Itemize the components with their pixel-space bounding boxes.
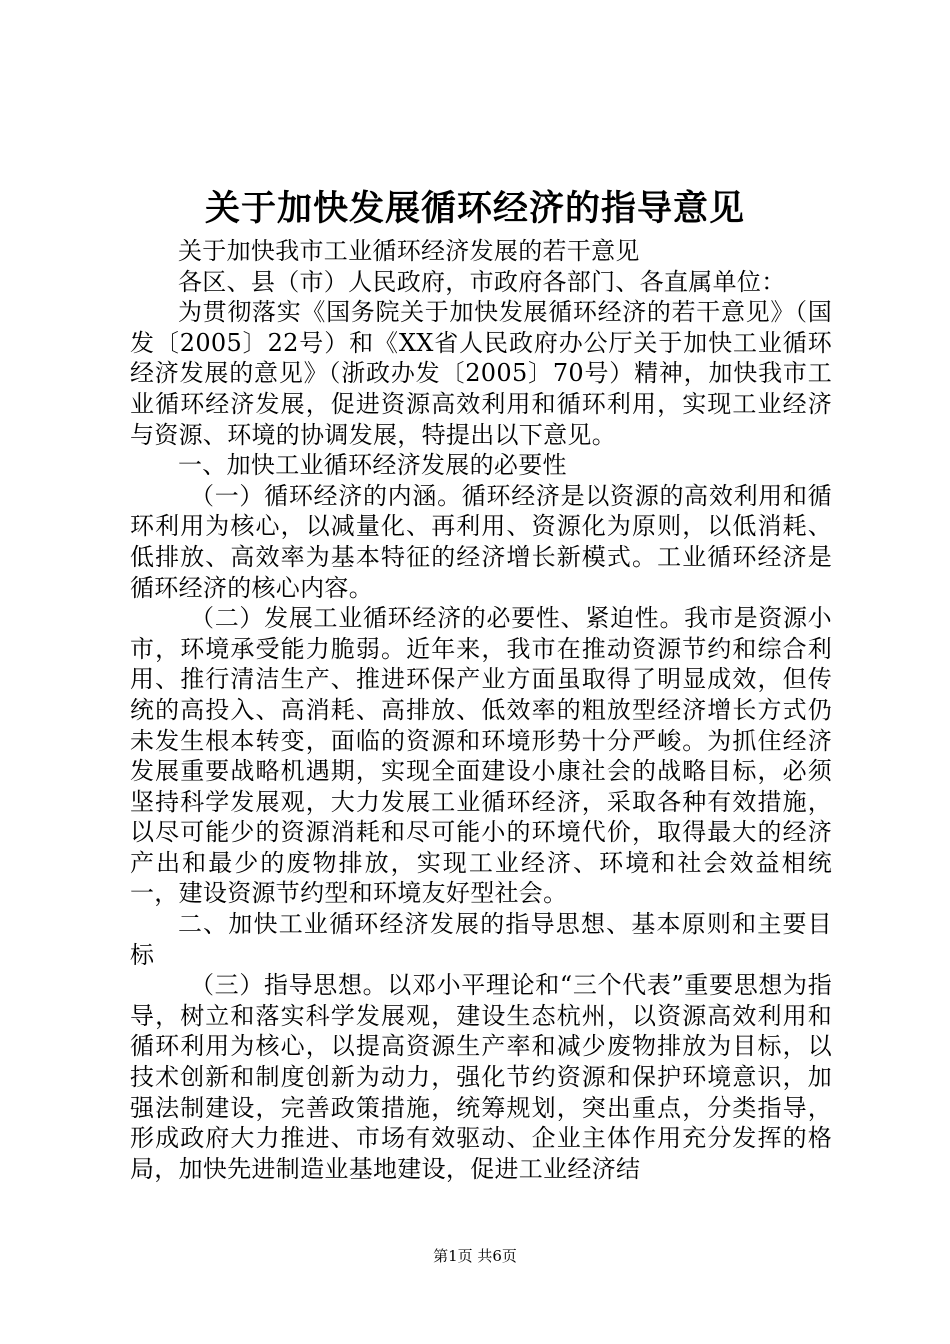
clause-paragraph-2: （二）发展工业循环经济的必要性、紧迫性。我市是资源小市，环境承受能力脆弱。近年来，我市在推动资源节约和综合利用、推行清洁生产、推进环保产业方面虽取得了明显成效，但传统的高投入、高消耗、高排放、低效率的粗放型经济增长方式仍未发生根本转变，面临的资源和环境形势十分严峻。为抓住经济发展重要战略机遇期，实现全面建设小康社会的战略目标，必须坚持科学发展观，大力发展工业循环经济，采取各种有效措施，以尽可能少的资源消耗和尽可能小的环境代价，取得最大的经济产出和最少的废物排放，实现工业经济、环境和社会效益相统一，建设资源节约型和环境友好型社会。 (130, 604, 832, 908)
document-body (130, 236, 832, 1184)
section-heading-1: 一、加快工业循环经济发展的必要性 (178, 451, 567, 480)
intro-paragraph: 为贯彻落实《国务院关于加快发展循环经济的若干意见》（国发〔2005〕22号）和《XX省人民政府办公厅关于加快工业循环经济发展的意见》（浙政办发〔2005〕70号）精神，加快我市工业循环经济发展，促进资源高效利用和循环利用，实现工业经济与资源、环境的协调发展，特提出以下意见。 (130, 298, 832, 449)
clause-paragraph-3: （三）指导思想。以邓小平理论和“三个代表”重要思想为指导，树立和落实科学发展观，建设生态杭州，以资源高效利用和循环利用为核心，以提高资源生产率和减少废物排放为目标，以技术创新和制度创新为动力，强化节约资源和保护环境意识，加强法制建设，完善政策措施，统筹规划，突出重点，分类指导，形成政府大力推进、市场有效驱动、企业主体作用充分发挥的格局，加快先进制造业基地建设，促进工业经济结 (130, 971, 832, 1183)
section-heading-2: 二、加快工业循环经济发展的指导思想、基本原则和主要目标 (130, 910, 832, 969)
document-title: 关于加快发展循环经济的指导意见 (204, 188, 745, 229)
subtitle-paragraph: 关于加快我市工业循环经济发展的若干意见 (178, 237, 640, 265)
addressee-paragraph: 各区、县（市）人民政府，市政府各部门、各直属单位： (178, 267, 786, 296)
page-footer: 第1页 共6页 (433, 1247, 517, 1265)
clause-paragraph-1: （一）循环经济的内涵。循环经济是以资源的高效利用和循环利用为核心，以减量化、再利用、资源化为原则，以低消耗、低排放、高效率为基本特征的经济增长新模式。工业循环经济是循环经济的核心内容。 (130, 481, 832, 602)
